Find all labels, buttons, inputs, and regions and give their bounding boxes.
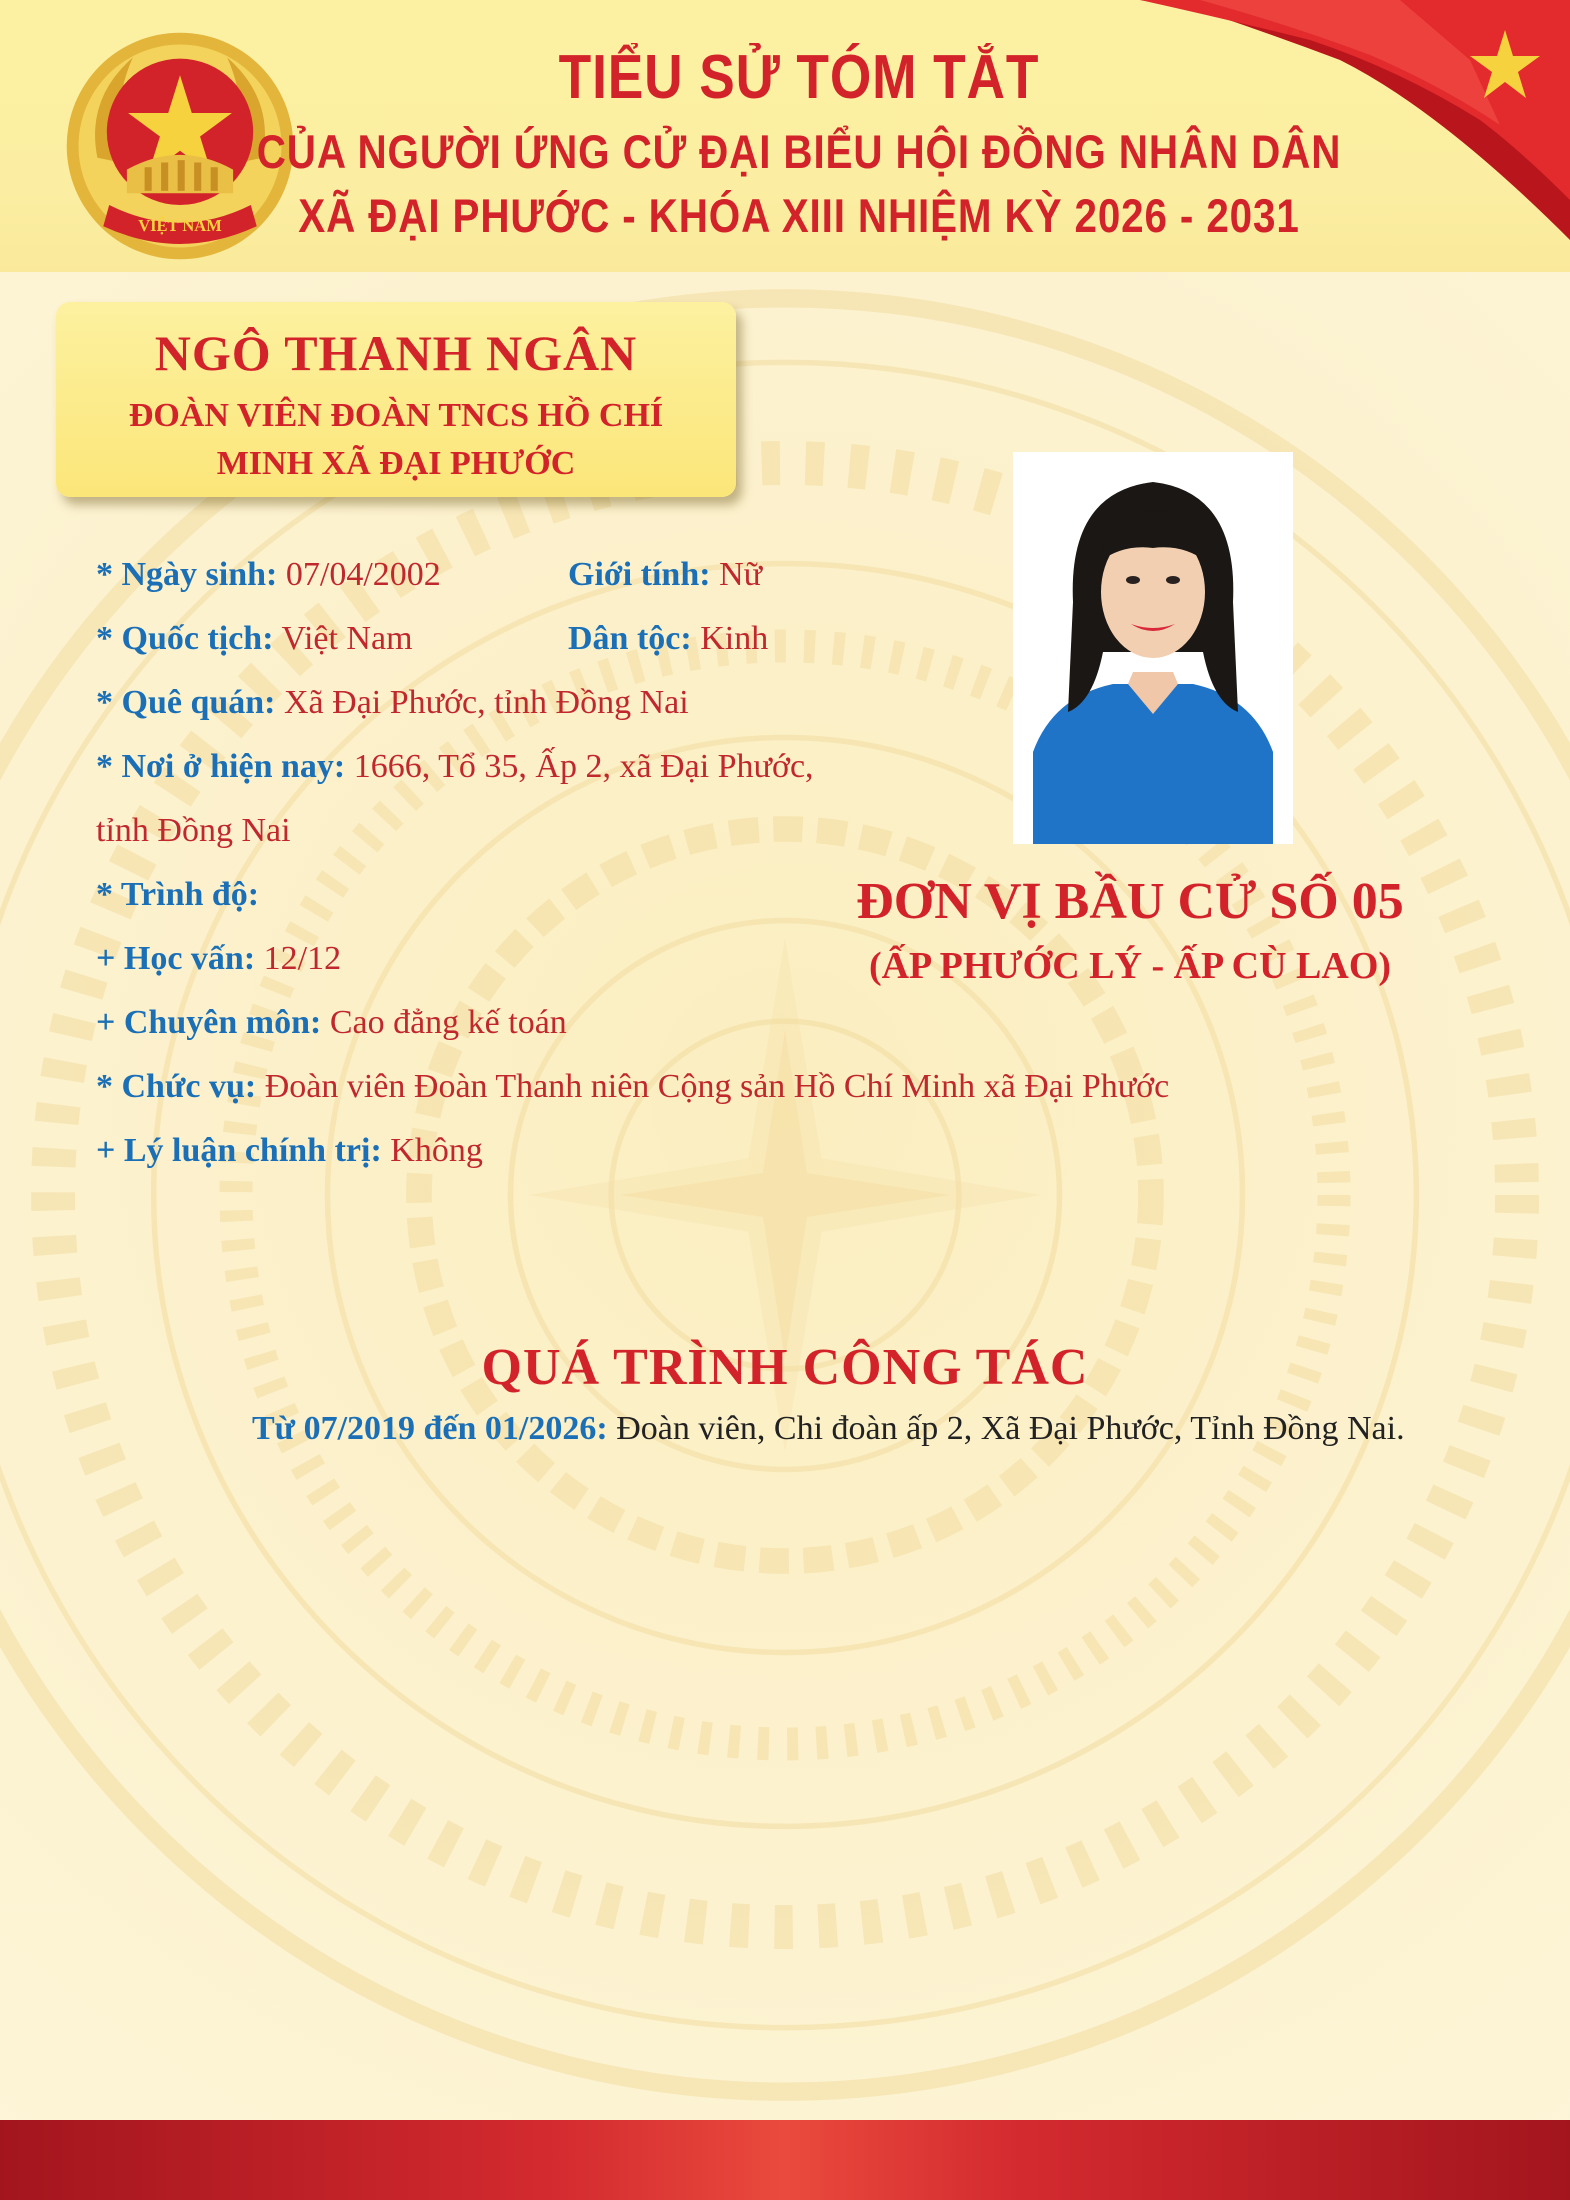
residence-value-line2: tỉnh Đồng Nai bbox=[96, 812, 291, 849]
info-residence-row bbox=[96, 748, 814, 786]
ethnicity-label: Dân tộc: bbox=[568, 620, 692, 657]
info-level-row bbox=[96, 876, 259, 914]
education-value: 12/12 bbox=[263, 940, 342, 977]
position-value: Đoàn viên Đoàn Thanh niên Cộng sản Hồ Chí Minh xã Đại Phước bbox=[264, 1068, 1170, 1105]
dob-value: 07/04/2002 bbox=[285, 556, 441, 593]
info-hometown-row bbox=[96, 684, 689, 722]
info-ethnicity-row bbox=[568, 620, 768, 658]
portrait-illustration bbox=[1013, 452, 1293, 844]
electoral-unit-title: ĐƠN VỊ BẦU CỬ SỐ 05 bbox=[856, 873, 1404, 930]
info-nationality-row bbox=[96, 620, 413, 658]
info-specialty-row bbox=[96, 1004, 567, 1042]
candidate-role: ĐOÀN VIÊN ĐOÀN TNCS HỒ CHÍ MINH XÃ ĐẠI PHƯỚC bbox=[128, 397, 664, 482]
info-gender-row bbox=[568, 556, 762, 594]
residence-label: * Nơi ở hiện nay: bbox=[96, 748, 346, 785]
politics-value: Không bbox=[390, 1132, 483, 1169]
info-residence-row-2 bbox=[96, 812, 291, 850]
emblem-text: VIỆT NAM bbox=[138, 215, 222, 235]
info-dob-row bbox=[96, 556, 441, 594]
header-banner bbox=[0, 0, 1570, 272]
candidate-photo bbox=[1013, 452, 1293, 844]
page-subtitle-line1: CỦA NGƯỜI ỨNG CỬ ĐẠI BIỂU HỘI ĐỒNG NHÂN DÂN bbox=[256, 125, 1342, 178]
specialty-value: Cao đẳng kế toán bbox=[329, 1004, 567, 1041]
specialty-label: + Chuyên môn: bbox=[96, 1004, 322, 1041]
position-label: * Chức vụ: bbox=[96, 1068, 257, 1105]
dob-label: * Ngày sinh: bbox=[96, 556, 278, 593]
info-politics-row bbox=[96, 1132, 483, 1170]
gender-value: Nữ bbox=[719, 556, 763, 593]
career-description: Đoàn viên, Chi đoàn ấp 2, Xã Đại Phước, Tỉnh Đồng Nai. bbox=[616, 1410, 1405, 1447]
electoral-unit-subtitle: (ẤP PHƯỚC LÝ - ẤP CÙ LAO) bbox=[868, 945, 1392, 987]
page-title: TIỂU SỬ TÓM TẮT bbox=[558, 43, 1040, 112]
page-subtitle-line2: XÃ ĐẠI PHƯỚC - KHÓA XIII NHIỆM KỲ 2026 - 2031 bbox=[298, 189, 1300, 242]
nationality-value: Việt Nam bbox=[281, 620, 413, 657]
flag-icon bbox=[1140, 0, 1570, 250]
career-period: Từ 07/2019 đến 01/2026: bbox=[252, 1410, 608, 1447]
level-label: * Trình độ: bbox=[96, 876, 260, 913]
footer-band bbox=[0, 2120, 1570, 2200]
hometown-value: Xã Đại Phước, tỉnh Đồng Nai bbox=[284, 684, 689, 721]
residence-value-line1: 1666, Tổ 35, Ấp 2, xã Đại Phước, bbox=[353, 748, 814, 785]
politics-label: + Lý luận chính trị: bbox=[96, 1132, 382, 1169]
drum-pattern-background bbox=[0, 280, 1570, 2110]
ethnicity-value: Kinh bbox=[700, 620, 769, 657]
candidate-name: NGÔ THANH NGÂN bbox=[154, 325, 638, 381]
hometown-label: * Quê quán: bbox=[96, 684, 276, 721]
career-entry bbox=[156, 1406, 1460, 1452]
gender-label: Giới tính: bbox=[568, 556, 711, 593]
education-label: + Học vấn: bbox=[96, 940, 256, 977]
career-section-title: QUÁ TRÌNH CÔNG TÁC bbox=[481, 1339, 1089, 1396]
nationality-label: * Quốc tịch: bbox=[96, 620, 274, 657]
info-position-row bbox=[96, 1068, 1169, 1106]
info-education-row bbox=[96, 940, 341, 978]
candidate-name-box bbox=[56, 302, 736, 497]
